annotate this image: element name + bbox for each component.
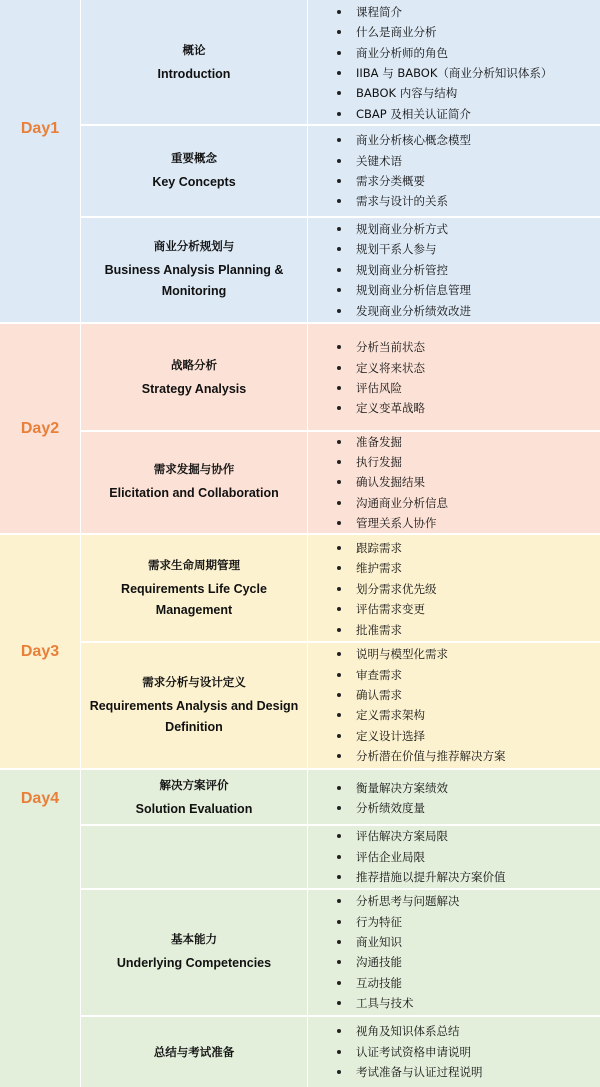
bullet-icon: [337, 112, 341, 116]
list-item-text: 评估需求变更: [356, 602, 425, 617]
list-item: [308, 778, 600, 798]
bullet-icon: [337, 91, 341, 95]
topic-title-en: Underlying Competencies: [116, 956, 272, 970]
list-item-text: 评估解决方案局限: [356, 829, 448, 844]
list-item: [308, 22, 600, 42]
list-item-text: 执行发掘: [356, 454, 402, 469]
day-label: Day4: [20, 790, 60, 807]
topic-item-list: [308, 538, 600, 640]
list-item: [308, 472, 600, 492]
list-item: [308, 493, 600, 513]
topic-title-en: Solution Evaluation: [135, 801, 253, 816]
list-item: [308, 644, 600, 664]
day-section-2: [0, 324, 600, 533]
bullet-icon: [337, 227, 341, 231]
list-item: [308, 191, 600, 211]
list-item: [308, 398, 600, 418]
bullet-icon: [337, 501, 341, 505]
list-item: [308, 798, 600, 818]
list-item: [308, 538, 600, 558]
topic-item-list: [308, 891, 600, 1013]
bullet-icon: [337, 754, 341, 758]
list-item-text: 划分需求优先级: [356, 581, 437, 596]
bullet-icon: [337, 693, 341, 697]
list-item-text: 批准需求: [356, 622, 402, 637]
list-item: [308, 151, 600, 171]
topic-title-en: Introduction: [157, 66, 231, 81]
list-item: [308, 2, 600, 22]
list-item-text: 规划商业分析信息管理: [356, 283, 471, 298]
topic-item-list: [308, 644, 600, 766]
topic-item-list: [308, 1021, 600, 1082]
bullet-icon: [337, 71, 341, 75]
bullet-icon: [337, 546, 341, 550]
bullet-icon: [337, 673, 341, 677]
day-section-4: [0, 770, 600, 1087]
topic-title-en: Requirements Analysis and Design Definition: [89, 698, 299, 734]
bullet-icon: [337, 981, 341, 985]
topic-cell: [81, 826, 307, 888]
list-item: [308, 432, 600, 452]
list-item-text: 需求分类概要: [356, 173, 425, 188]
list-item: [308, 104, 600, 124]
bullet-icon: [337, 366, 341, 370]
list-item: [308, 620, 600, 640]
bullet-icon: [337, 940, 341, 944]
topic-cell: [81, 772, 307, 824]
bullet-icon: [337, 899, 341, 903]
list-item-text: 商业知识: [356, 935, 402, 950]
list-item-text: 定义变革战略: [356, 401, 425, 416]
list-item: [308, 358, 600, 378]
bullet-icon: [337, 713, 341, 717]
bullet-icon: [337, 30, 341, 34]
list-item: [308, 726, 600, 746]
list-item-text: BABOK 内容与结构: [356, 86, 458, 101]
list-item-text: 什么是商业分析: [356, 25, 437, 40]
topic-title-zh: 重要概念: [171, 150, 217, 165]
list-item: [308, 952, 600, 972]
bullet-icon: [337, 1050, 341, 1054]
list-item: [308, 63, 600, 83]
topic-title-en: Business Analysis Planning & Monitoring: [104, 263, 284, 298]
day-label: Day1: [20, 120, 60, 137]
list-item-text: 规划商业分析方式: [356, 222, 448, 236]
list-item-text: 发现商业分析绩效改进: [356, 303, 471, 318]
list-item-text: 规划商业分析管控: [356, 262, 448, 277]
list-item: [308, 932, 600, 952]
bullet-icon: [337, 288, 341, 292]
bullet-icon: [337, 406, 341, 410]
list-item-text: 认证考试资格申请说明: [356, 1044, 471, 1059]
bullet-icon: [337, 734, 341, 738]
topic-title-zh: 商业分析规划与: [153, 239, 235, 253]
bullet-icon: [337, 460, 341, 464]
list-item-text: 需求与设计的关系: [356, 194, 448, 209]
list-item-text: 考试准备与认证过程说明: [356, 1065, 483, 1080]
topic-title-zh: 需求发掘与协作: [153, 462, 235, 476]
list-item-text: 定义将来状态: [356, 360, 425, 375]
list-item: [308, 599, 600, 619]
list-item-text: 定义设计选择: [356, 728, 425, 743]
topic-title-zh: 需求分析与设计定义: [142, 674, 246, 689]
topic-cell: [81, 326, 307, 430]
list-item-text: 分析绩效度量: [356, 800, 425, 815]
topic-cell: [81, 126, 307, 216]
bullet-icon: [337, 345, 341, 349]
topic-cell: [81, 432, 307, 533]
bullet-icon: [337, 1029, 341, 1033]
topic-cell: [81, 890, 307, 1015]
topic-title-zh: 需求生命周期管理: [148, 558, 240, 572]
list-item: [308, 826, 600, 846]
list-item: [308, 378, 600, 398]
day-label: Day3: [20, 643, 60, 660]
list-item: [308, 171, 600, 191]
topic-title-en: Key Concepts: [152, 174, 236, 189]
list-item: [308, 705, 600, 725]
topic-cell: [81, 643, 307, 768]
bullet-icon: [337, 786, 341, 790]
topic-title-zh: 概论: [182, 42, 206, 57]
list-item: [308, 239, 600, 259]
day-section-3: [0, 535, 600, 768]
list-item: [308, 746, 600, 766]
list-item-text: 衡量解决方案绩效: [356, 780, 448, 795]
day-section-1: [0, 0, 600, 322]
list-item-text: 商业分析师的角色: [356, 45, 448, 60]
topic-title-en: Requirements Life Cycle Management: [121, 582, 267, 617]
list-item-text: 规划干系人参与: [356, 242, 437, 257]
topic-item-list: [308, 432, 600, 534]
list-item-text: 行为特征: [356, 914, 402, 929]
list-item: [308, 301, 600, 321]
list-item: [308, 452, 600, 472]
list-item: [308, 891, 600, 911]
topic-item-list: [308, 219, 600, 321]
list-item: [308, 973, 600, 993]
list-item: [308, 130, 600, 150]
list-item: [308, 1062, 600, 1082]
list-item: [308, 993, 600, 1013]
bullet-icon: [337, 440, 341, 444]
bullet-icon: [337, 806, 341, 810]
bullet-icon: [337, 960, 341, 964]
list-item-text: 确认需求: [356, 688, 402, 703]
list-item-text: 分析潜在价值与推荐解决方案: [356, 749, 506, 764]
list-item-text: 维护需求: [356, 561, 402, 576]
topic-title-en: Strategy Analysis: [141, 381, 247, 396]
bullet-icon: [337, 247, 341, 251]
list-item-text: 分析思考与问题解决: [356, 894, 460, 909]
list-item: [308, 280, 600, 300]
bullet-icon: [337, 587, 341, 591]
list-item-text: 审查需求: [356, 667, 402, 682]
topic-cell: [81, 218, 307, 322]
bullet-icon: [337, 138, 341, 142]
bullet-icon: [337, 1001, 341, 1005]
topic-title-zh: 解决方案评价: [159, 777, 229, 792]
list-item: [308, 260, 600, 280]
list-item: [308, 219, 600, 239]
list-item: [308, 867, 600, 887]
bullet-icon: [337, 607, 341, 611]
list-item-text: 管理关系人协作: [356, 516, 437, 531]
list-item: [308, 1021, 600, 1041]
list-item-text: 定义需求架构: [356, 708, 425, 723]
list-item: [308, 579, 600, 599]
list-item-text: 准备发掘: [356, 434, 402, 449]
bullet-icon: [337, 834, 341, 838]
topic-item-list: [308, 778, 600, 819]
topic-cell: [81, 1017, 307, 1087]
list-item: [308, 847, 600, 867]
list-item-text: 推荐措施以提升解决方案价值: [356, 870, 506, 885]
list-item-text: 视角及知识体系总结: [356, 1024, 460, 1039]
bullet-icon: [337, 566, 341, 570]
list-item: [308, 665, 600, 685]
list-item-text: CBAP 及相关认证简介: [356, 106, 471, 121]
list-item-text: 分析当前状态: [356, 340, 425, 355]
bullet-icon: [337, 199, 341, 203]
list-item-text: 工具与技术: [356, 996, 414, 1011]
topic-title-zh: 基本能力: [171, 932, 217, 946]
bullet-icon: [337, 179, 341, 183]
list-item-text: 确认发掘结果: [356, 475, 425, 490]
bullet-icon: [337, 875, 341, 879]
bullet-icon: [337, 521, 341, 525]
bullet-icon: [337, 10, 341, 14]
bullet-icon: [337, 159, 341, 163]
bullet-icon: [337, 628, 341, 632]
list-item-text: 互动技能: [356, 975, 402, 990]
list-item-text: 评估风险: [356, 380, 402, 395]
topic-cell: [81, 537, 307, 641]
topic-title-zh: 战略分析: [171, 357, 217, 372]
list-item: [308, 685, 600, 705]
bullet-icon: [337, 268, 341, 272]
bullet-icon: [337, 1070, 341, 1074]
list-item-text: 沟通技能: [356, 955, 402, 970]
list-item: [308, 558, 600, 578]
bullet-icon: [337, 920, 341, 924]
list-item-text: 商业分析核心概念模型: [356, 133, 471, 148]
day-label: Day2: [20, 420, 60, 437]
bullet-icon: [337, 855, 341, 859]
topic-item-list: [308, 826, 600, 887]
list-item: [308, 43, 600, 63]
topic-item-list: [308, 337, 600, 419]
list-item-text: 关键术语: [356, 153, 402, 168]
list-item-text: 课程简介: [356, 4, 402, 19]
topic-title-zh: 总结与考试准备: [153, 1045, 235, 1059]
topic-title-en: Elicitation and Collaboration: [109, 486, 279, 500]
list-item: [308, 337, 600, 357]
bullet-icon: [337, 51, 341, 55]
list-item-text: 评估企业局限: [356, 849, 425, 864]
list-item: [308, 1042, 600, 1062]
bullet-icon: [337, 309, 341, 313]
bullet-icon: [337, 386, 341, 390]
topic-item-list: [308, 2, 600, 124]
list-item-text: 说明与模型化需求: [356, 647, 448, 662]
topic-item-list: [308, 130, 600, 212]
list-item: [308, 83, 600, 103]
list-item-text: IIBA 与 BABOK（商业分析知识体系）: [356, 65, 553, 80]
topic-cell: [81, 2, 307, 124]
list-item: [308, 513, 600, 533]
bullet-icon: [337, 652, 341, 656]
list-item-text: 沟通商业分析信息: [356, 495, 448, 510]
list-item: [308, 912, 600, 932]
list-item-text: 跟踪需求: [356, 541, 402, 555]
bullet-icon: [337, 480, 341, 484]
